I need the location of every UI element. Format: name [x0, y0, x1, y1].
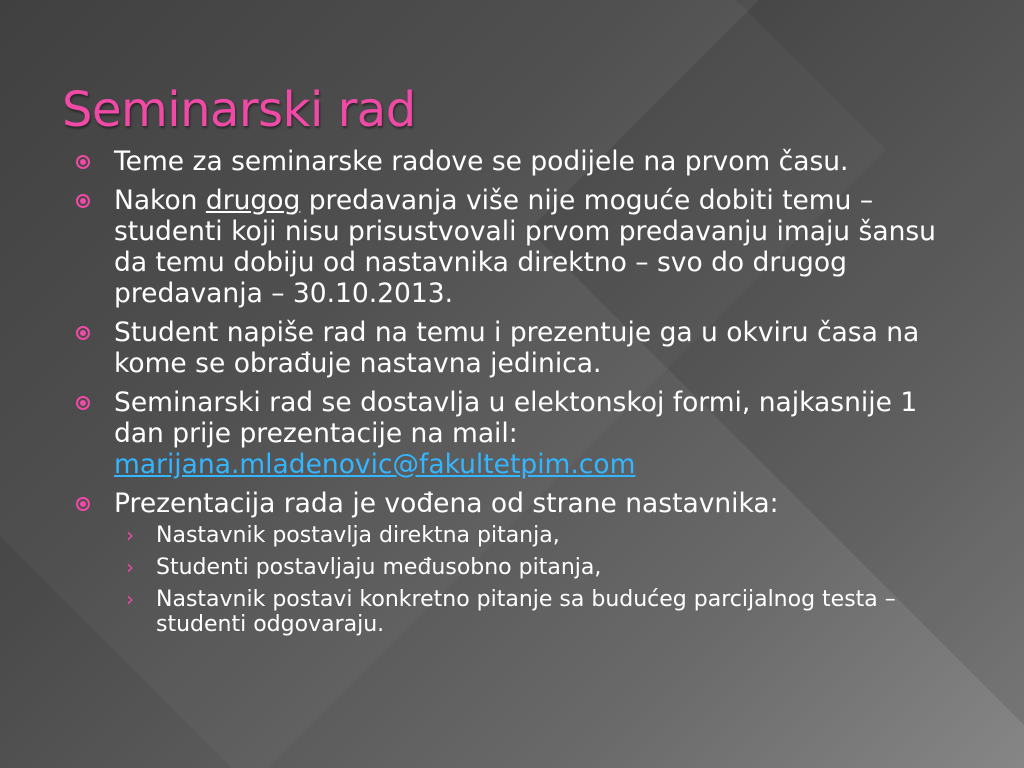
bullet-text: Student napiše rad na temu i prezentuje ga u okviru časa na kome se obrađuje nastavna jedinica. — [114, 317, 920, 379]
bullet-text-pre: Nakon — [114, 185, 206, 216]
sub-bullet-text: Nastavnik postavlja direktna pitanja, — [156, 523, 560, 548]
bullet-item — [70, 317, 950, 379]
bullet-item — [70, 146, 950, 177]
sub-bullet-item — [114, 587, 950, 637]
chevron-right-icon: › — [126, 523, 134, 547]
circle-dot-bullet-icon — [76, 326, 90, 340]
chevron-right-icon: › — [126, 555, 134, 579]
bullet-list — [70, 146, 950, 637]
circle-dot-bullet-icon — [76, 194, 90, 208]
circle-dot-bullet-icon — [76, 155, 90, 169]
bullet-text-post: predavanja više nije moguće dobiti temu – studenti koji nisu prisustvovali prvom predavanju imaju šansu da temu dobiju od nastavnika direktno – svo do drugog predavanja – 30.10.2013. — [114, 185, 936, 309]
bullet-text: Seminarski rad se dostavlja u elektonskoj formi, najkasnije 1 dan prije prezentacije na mail: — [114, 387, 918, 449]
sub-bullet-text: Nastavnik postavi konkretno pitanje sa budućeg parcijalnog testa – studenti odgovaraju. — [156, 587, 896, 637]
sub-bullet-text: Studenti postavljaju međusobno pitanja, — [156, 555, 602, 580]
chevron-right-icon: › — [126, 587, 134, 611]
bullet-item — [70, 185, 950, 309]
bullet-item — [70, 488, 950, 637]
bullet-text: Teme za seminarske radove se podijele na prvom času. — [114, 146, 849, 177]
underlined-word: drugog — [205, 185, 301, 216]
sub-bullet-item — [114, 555, 950, 580]
sub-bullet-item — [114, 523, 950, 548]
bullet-item — [70, 387, 950, 480]
bullet-text: Prezentacija rada je vođena od strane nastavnika: — [114, 488, 779, 519]
slide-body — [70, 146, 950, 645]
circle-dot-bullet-icon — [76, 396, 90, 410]
email-link[interactable]: marijana.mladenovic@fakultetpim.com — [114, 449, 636, 480]
sub-bullet-list — [114, 523, 950, 637]
circle-dot-bullet-icon — [76, 497, 90, 511]
slide-title: Seminarski rad — [62, 82, 416, 138]
